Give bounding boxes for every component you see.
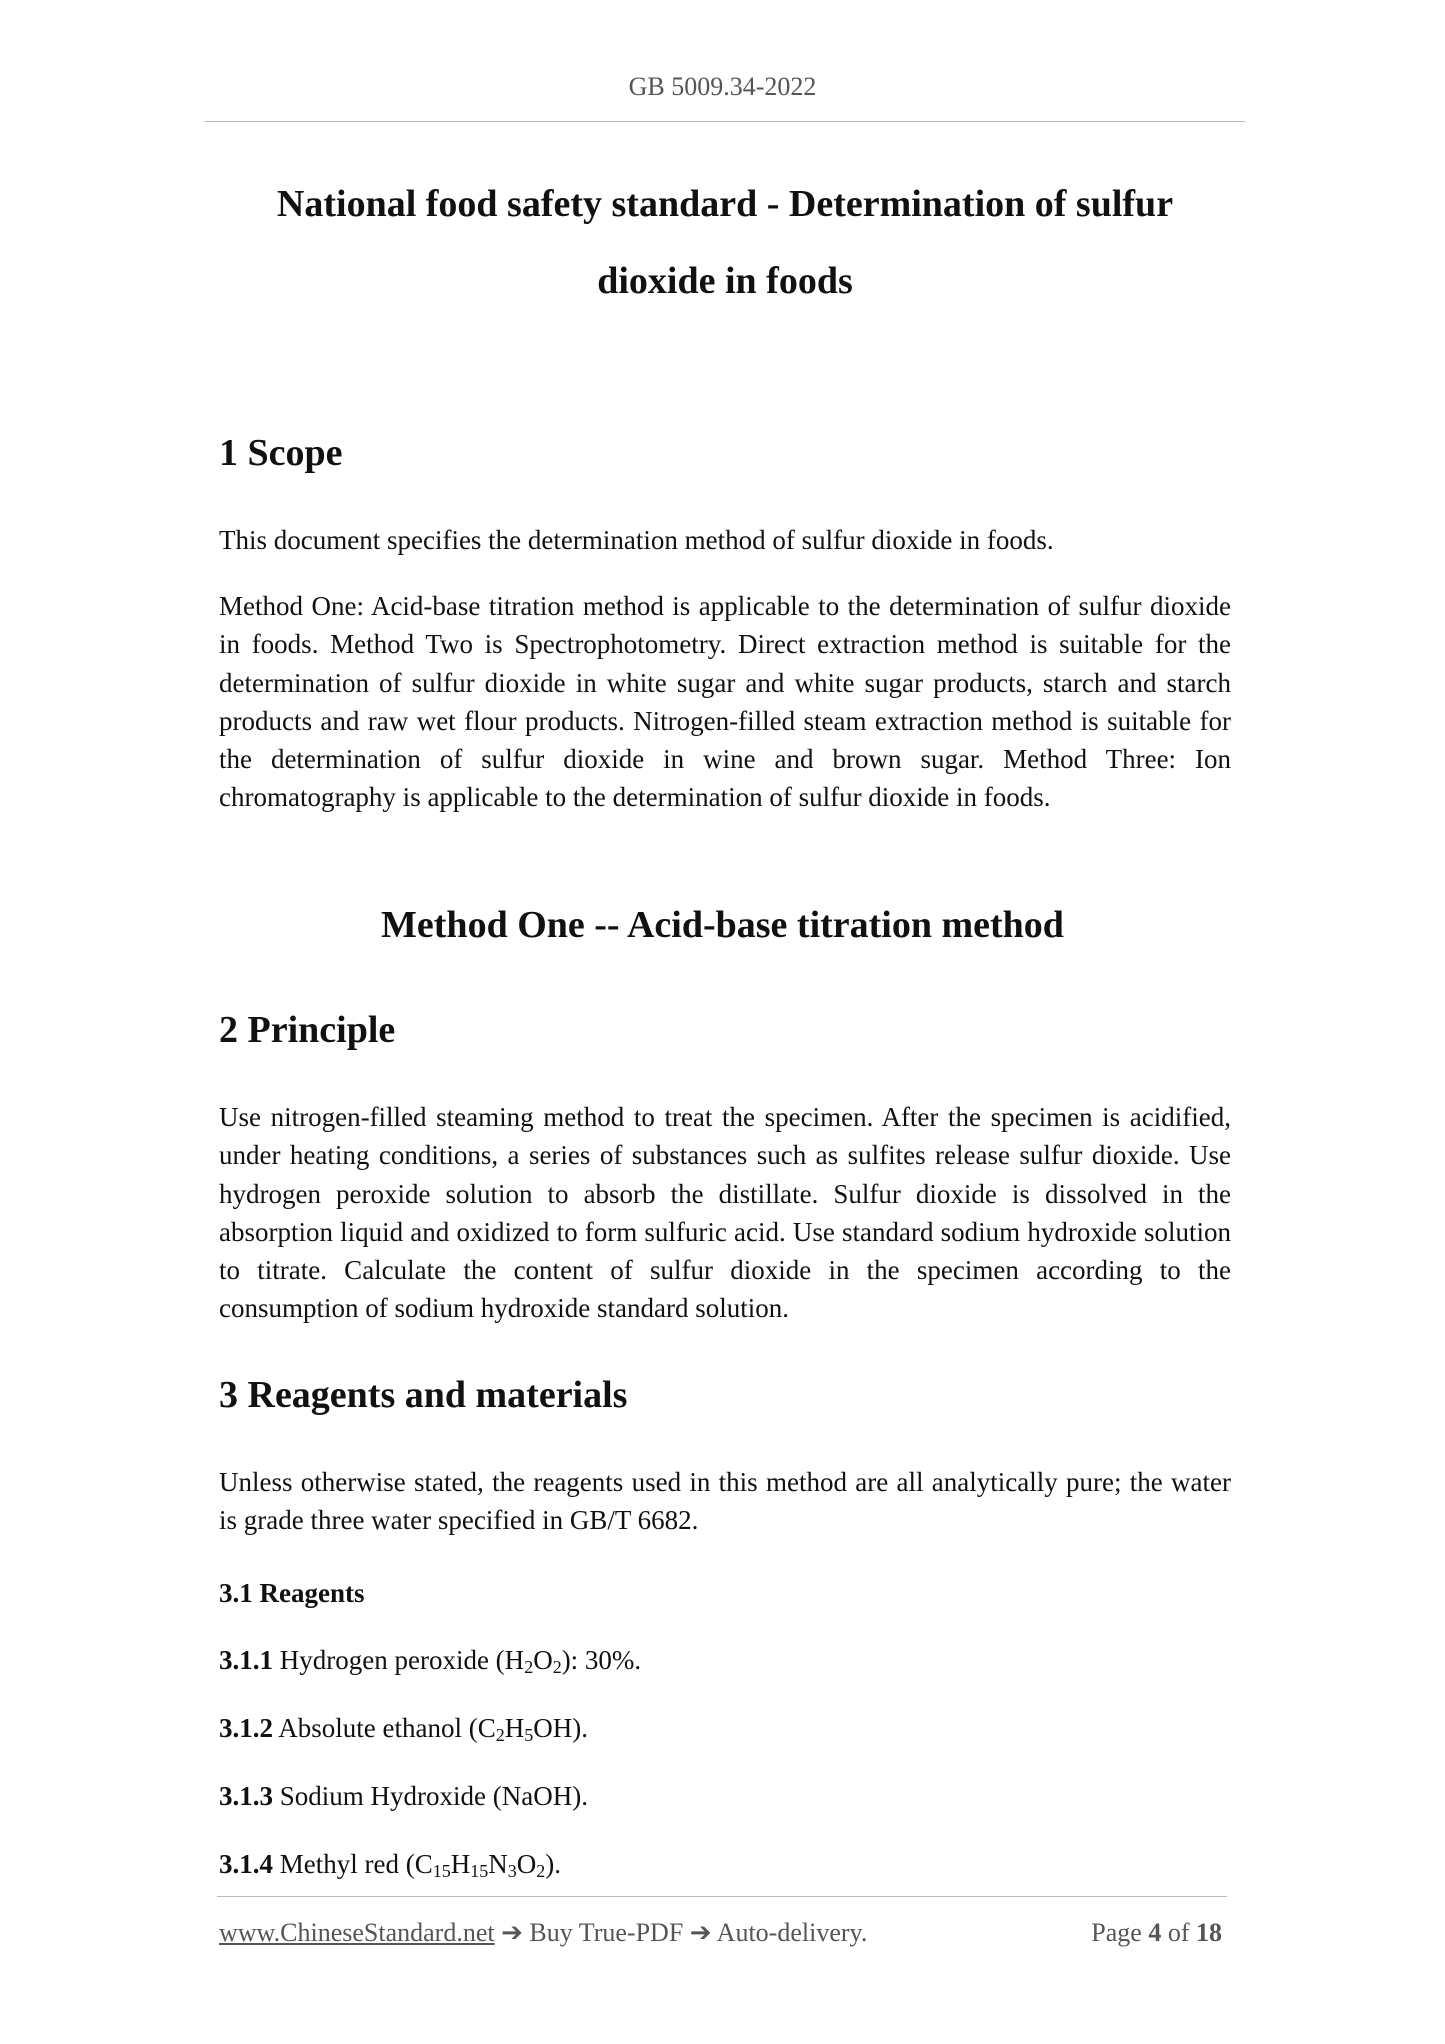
buy-pdf-text: Buy True-PDF — [529, 1918, 684, 1947]
delivery-text: Auto-delivery. — [716, 1918, 868, 1947]
section-heading-scope: 1 Scope — [219, 432, 343, 474]
scope-paragraph-1: This document specifies the determination method of sulfur dioxide in foods. — [219, 525, 1054, 555]
current-page-number: 4 — [1148, 1918, 1162, 1947]
arrow-right-icon: ➔ — [689, 1918, 712, 1947]
header-divider — [205, 121, 1245, 122]
arrow-right-icon: ➔ — [501, 1918, 523, 1947]
item-number: 3.1.1 — [219, 1645, 273, 1675]
reagent-item-3-1-1: 3.1.1 Hydrogen peroxide $(H_2O_2)$: 30%. — [219, 1645, 642, 1677]
scope-paragraph-2: Method One: Acid-base titration method is applicable to the determination of sulfur dioxide in foods. Method Two is Spectrophotometry. Direct extraction method is suitable for the determination of sulfur dioxide in white sugar and white sugar products, starch and starch products and raw wet flour products. Nitrogen-filled steam extraction method is suitable for the determination of sulfur dioxide in wine and brown sugar. Method Three: Ion chromatography is applicable to the determination of sulfur dioxide in foods. — [219, 591, 1231, 813]
section-heading-reagents: 3 Reagents and materials — [219, 1374, 628, 1416]
total-pages-number: 18 — [1196, 1918, 1222, 1947]
document-title — [220, 166, 1230, 320]
method-one-heading: Method One -- Acid-base titration method — [381, 904, 1064, 946]
website-link[interactable]: www.ChineseStandard.net — [219, 1918, 495, 1947]
running-header: GB 5009.34-2022 — [628, 72, 817, 101]
reagent-item-3-1-2: 3.1.2 Absolute ethanol $(C_2H_5OH)$. — [219, 1713, 588, 1745]
title-line-2: dioxide in foods — [597, 260, 853, 302]
section-heading-principle: 2 Principle — [219, 1009, 396, 1051]
page-indicator — [1091, 1918, 1222, 1948]
title-line-1: National food safety standard - Determination of sulfur — [276, 183, 1174, 225]
footer-promo — [219, 1918, 867, 1948]
subsection-heading-reagents: 3.1 Reagents — [219, 1578, 365, 1608]
reagent-item-3-1-3: 3.1.3 Sodium Hydroxide (NaOH). — [219, 1781, 588, 1811]
item-number: 3.1.4 — [219, 1849, 273, 1879]
principle-paragraph: Use nitrogen-filled steaming method to treat the specimen. After the specimen is acidified, under heating conditions, a series of substances such as sulfites release sulfur dioxide. Use hydrogen peroxide solution to absorb the distillate. Sulfur dioxide is dissolved in the absorption liquid and oxidized to form sulfuric acid. Use standard sodium hydroxide solution to titrate. Calculate the content of sulfur dioxide in the specimen according to the consumption of sodium hydroxide standard solution. — [219, 1102, 1231, 1324]
of-label: of — [1167, 1918, 1190, 1947]
item-number: 3.1.2 — [219, 1713, 273, 1743]
item-number: 3.1.3 — [219, 1781, 273, 1811]
page-label: Page — [1091, 1918, 1142, 1947]
reagent-item-3-1-4: 3.1.4 Methyl red $(C_{15}H_{15}N_3O_2)$. — [219, 1849, 561, 1881]
reagents-paragraph: Unless otherwise stated, the reagents used in this method are all analytically pure; the water is grade three water specified in GB/T 6682. — [219, 1467, 1231, 1536]
footer-divider — [217, 1896, 1227, 1897]
